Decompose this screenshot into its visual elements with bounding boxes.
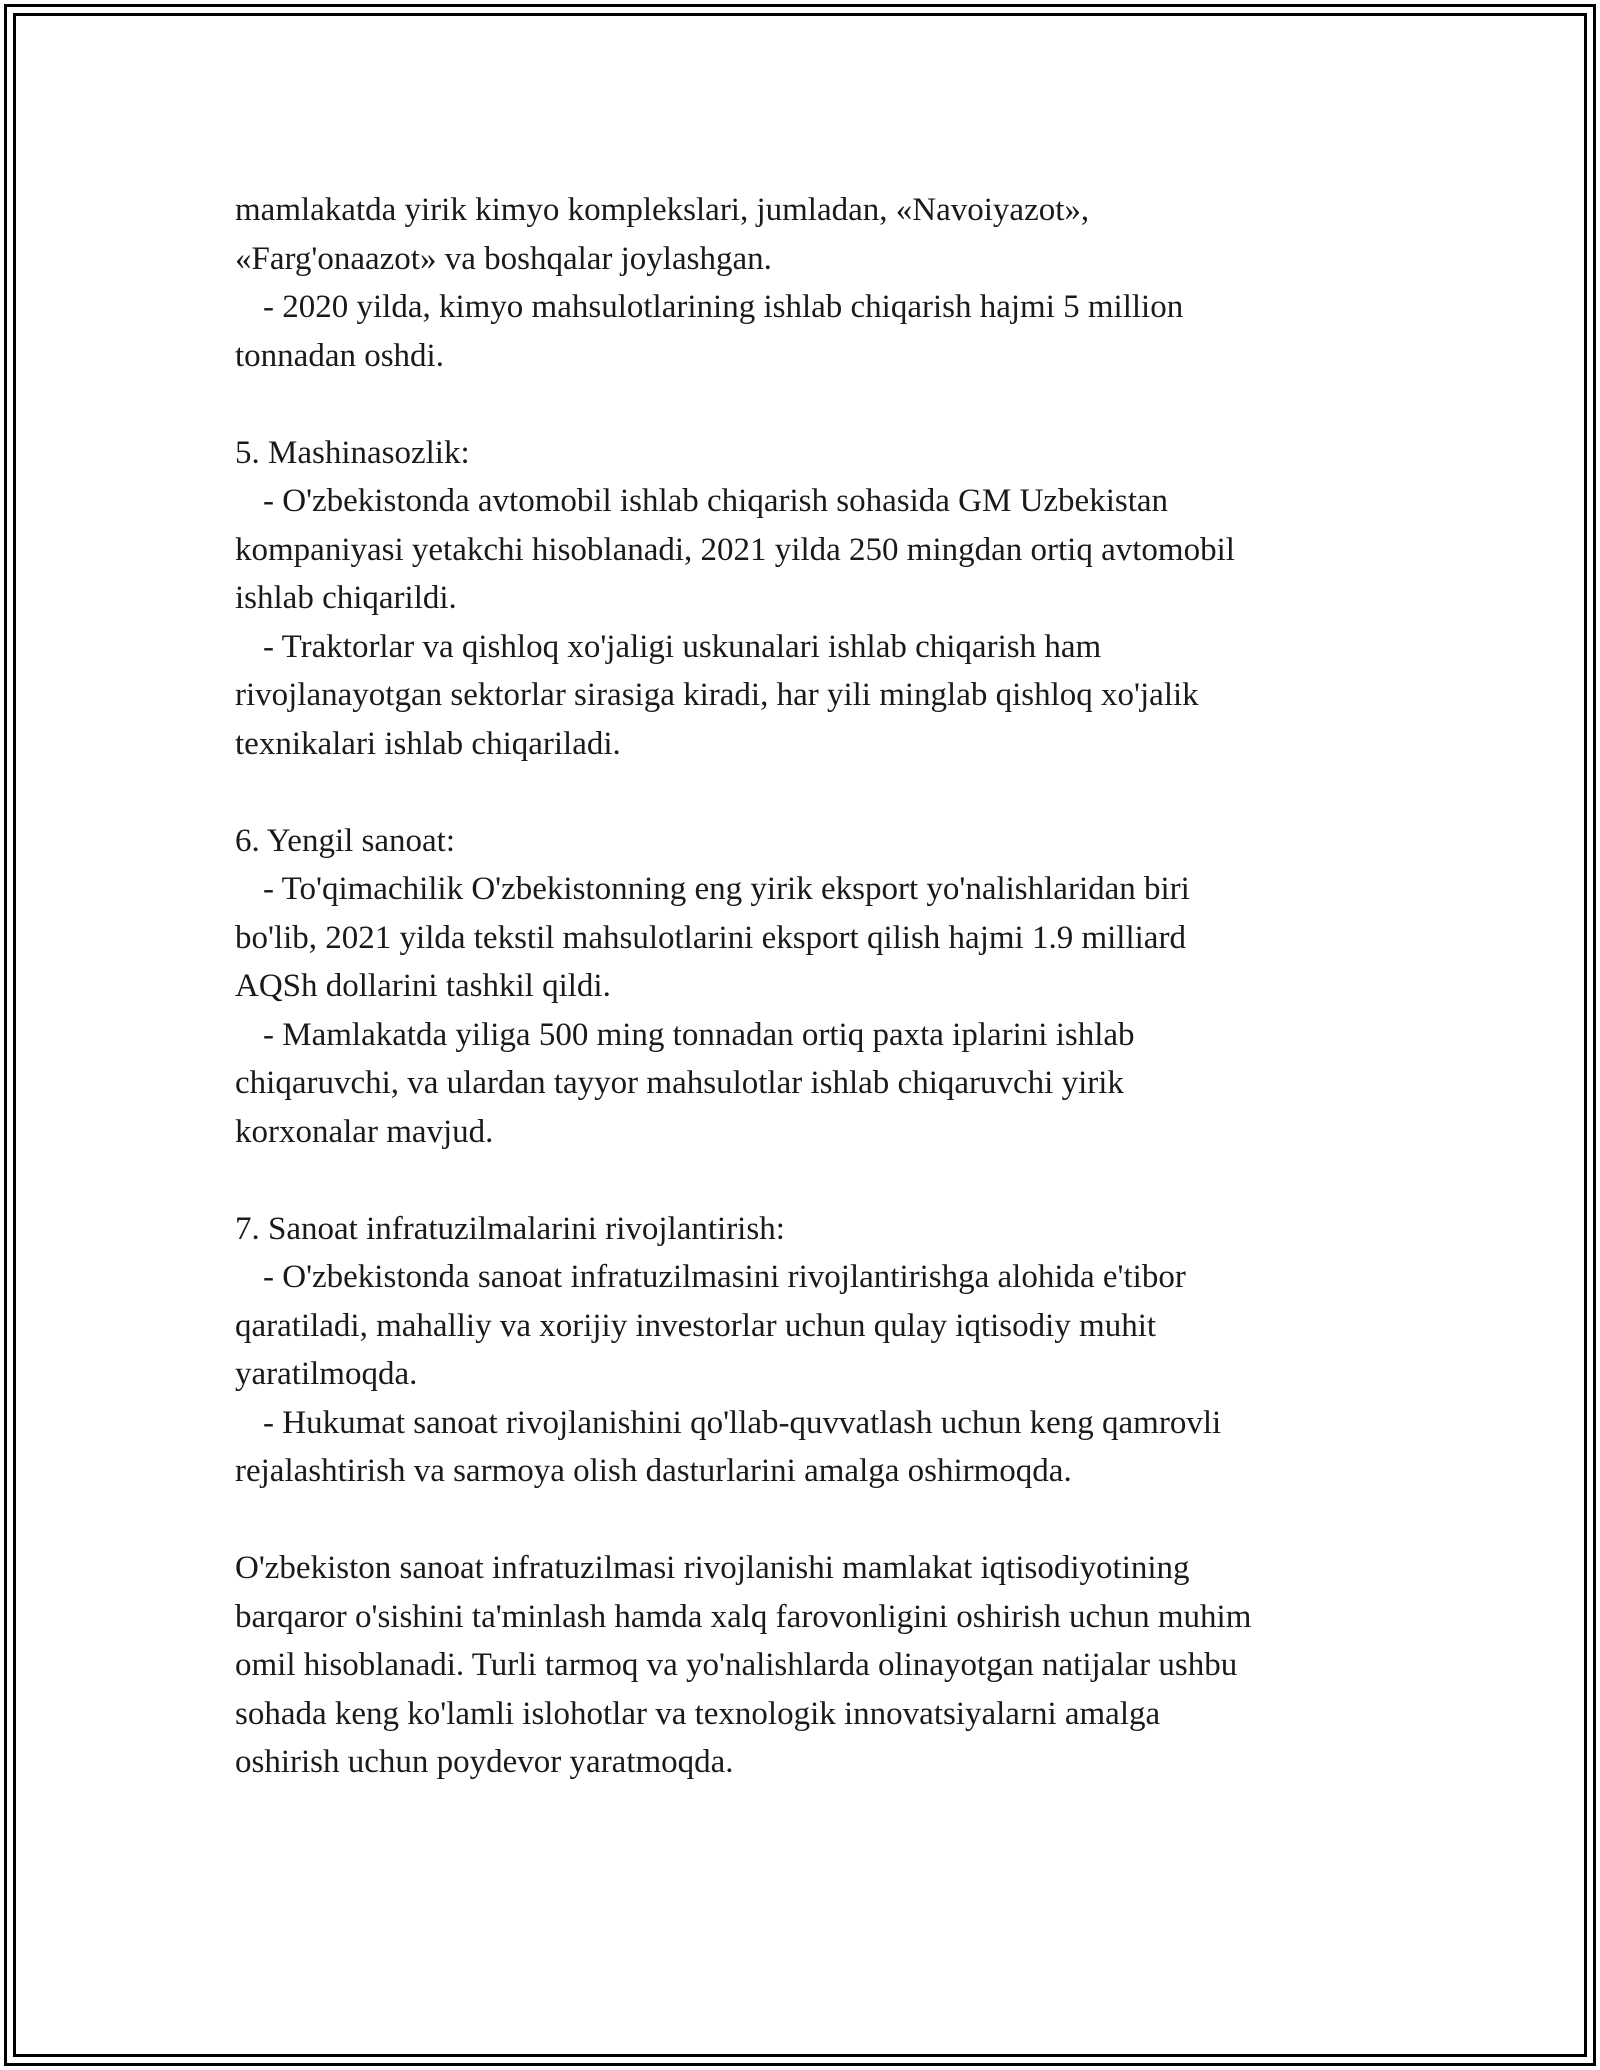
text-line: - O'zbekistonda avtomobil ishlab chiqarish sohasida GM Uzbekistan [263,483,1169,519]
intro-bullet [235,283,1385,380]
text-line: - O'zbekistonda sanoat infratuzilmasini rivojlantirishga alohida e'tibor [263,1259,1186,1295]
paragraph-spacer [235,768,1385,817]
text-line: chiqaruvchi, va ulardan tayyor mahsulotlar ishlab chiqaruvchi yirik [235,1065,1124,1101]
paragraph-spacer [235,1156,1385,1205]
text-line: - To'qimachilik O'zbekistonning eng yirik eksport yo'nalishlaridan biri [263,871,1190,907]
section-heading: 7. Sanoat infratuzilmalarini rivojlantirish: [235,1210,785,1247]
text-line: rejalashtirish va sarmoya olish dasturlarini amalga oshirmoqda. [235,1453,1072,1489]
text-line: «Farg'onaazot» va boshqalar joylashgan. [235,240,772,277]
text-line: tonnadan oshdi. [235,337,444,374]
bullet-item [235,1011,1385,1157]
text-line: kompaniyasi yetakchi hisoblanadi, 2021 yilda 250 mingdan ortiq avtomobil [235,531,1235,568]
text-line: - 2020 yilda, kimyo mahsulotlarining ishlab chiqarish hajmi 5 million [263,289,1184,325]
text-line: omil hisoblanadi. Turli tarmoq va yo'nalishlarda olinayotgan natijalar ushbu [235,1647,1238,1683]
text-line: - Traktorlar va qishloq xo'jaligi uskunalari ishlab chiqarish ham [263,628,1102,665]
text-line: barqaror o'sishini ta'minlash hamda xalq farovonligini oshirish uchun muhim [235,1598,1252,1635]
text-line: rivojlanayotgan sektorlar sirasiga kiradi, har yili minglab qishloq xo'jalik [235,677,1199,713]
section-heading: 6. Yengil sanoat: [235,822,456,859]
text-line: sohada keng ko'lamli islohotlar va texnologik innovatsiyalarni amalga [235,1695,1161,1732]
bullet-item [235,1399,1385,1496]
text-line: bo'lib, 2021 yilda tekstil mahsulotlarini eksport qilish hajmi 1.9 milliard [235,919,1186,956]
text-line: ishlab chiqarildi. [235,580,457,616]
text-line: qaratiladi, mahalliy va xorijiy investorlar uchun qulay iqtisodiy muhit [235,1307,1157,1344]
bullet-item [235,865,1385,1011]
section-heading: 5. Mashinasozlik: [235,434,470,471]
text-line: AQSh dollarini tashkil qildi. [235,968,611,1004]
bullet-item [235,1253,1385,1399]
paragraph-spacer [235,380,1385,429]
section-mashinasozlik [235,429,1385,769]
paragraph-spacer [235,1496,1385,1545]
text-line: yaratilmoqda. [235,1356,418,1392]
intro-paragraph [235,186,1385,283]
text-line: oshirish uchun poydevor yaratmoqda. [235,1744,734,1780]
text-line: mamlakatda yirik kimyo komplekslari, jumladan, «Navoiyazot», [235,192,1090,228]
section-sanoat-infratuzilmalari [235,1205,1385,1496]
text-line: texnikalari ishlab chiqariladi. [235,725,621,762]
text-line: - Hukumat sanoat rivojlanishini qo'llab-quvvatlash uchun keng qamrovli [263,1404,1222,1441]
bullet-item [235,623,1385,769]
bullet-item [235,477,1385,623]
text-line: O'zbekiston sanoat infratuzilmasi rivojlanishi mamlakat iqtisodiyotining [235,1550,1190,1586]
conclusion-paragraph [235,1544,1385,1787]
section-yengil-sanoat [235,817,1385,1157]
text-line: korxonalar mavjud. [235,1113,494,1150]
text-line: - Mamlakatda yiliga 500 ming tonnadan ortiq paxta iplarini ishlab [263,1016,1135,1053]
document-body [235,186,1385,1787]
